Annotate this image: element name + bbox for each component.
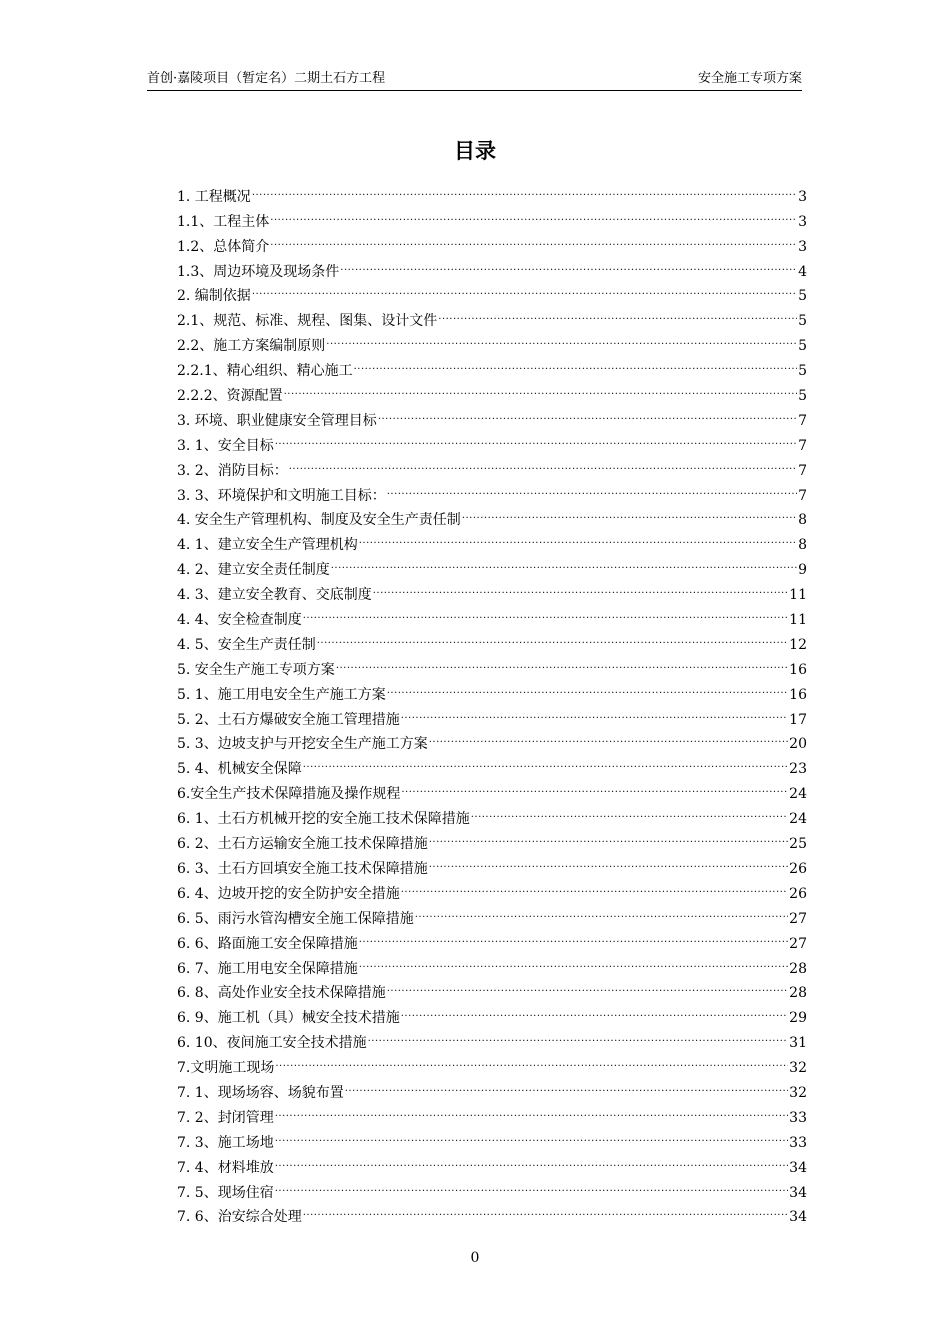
toc-entry-label: 4. 1、建立安全生产管理机构 <box>177 537 358 554</box>
toc-entry-page: 9 <box>798 562 807 579</box>
toc-entry-page: 4 <box>798 263 807 280</box>
toc-entry-label: 7.文明施工现场 <box>177 1060 275 1077</box>
header-project-name: 首创·嘉陵项目（暂定名）二期土石方工程 <box>147 71 386 86</box>
toc-leader-dots <box>340 251 797 276</box>
toc-entry-label: 7. 4、材料堆放 <box>177 1159 274 1176</box>
toc-entry-label: 4. 3、建立安全教育、交底制度 <box>177 587 372 604</box>
toc-entry-label: 1.3、周边环境及现场条件 <box>177 263 340 280</box>
toc-entry-label: 3. 2、消防目标： <box>177 462 288 479</box>
toc-entry-label: 3. 3、环境保护和文明施工目标： <box>177 487 386 504</box>
toc-leader-dots <box>275 1097 788 1122</box>
toc-leader-dots <box>401 873 788 898</box>
toc-entry[interactable] <box>177 276 807 305</box>
page-header <box>147 70 802 91</box>
toc-entry-label: 2.2.2、资源配置 <box>177 388 283 405</box>
toc-leader-dots <box>252 176 797 201</box>
toc-leader-dots <box>303 1197 788 1222</box>
toc-leader-dots <box>387 674 788 699</box>
toc-entry-label: 7. 3、施工场地 <box>177 1134 274 1151</box>
toc-entry-label: 1.2、总体简介 <box>177 238 270 255</box>
toc-leader-dots <box>462 500 797 525</box>
toc-leader-dots <box>336 649 788 674</box>
toc-entry-page: 34 <box>789 1184 807 1201</box>
toc-entry-page: 5 <box>798 363 807 380</box>
toc-entry-label: 5. 2、土石方爆破安全施工管理措施 <box>177 711 400 728</box>
toc-entry-label: 7. 5、现场住宿 <box>177 1184 274 1201</box>
toc-entry-page: 29 <box>789 1010 807 1027</box>
toc-leader-dots <box>303 748 788 773</box>
toc-entry-page: 3 <box>798 213 807 230</box>
toc-entry[interactable] <box>177 201 807 230</box>
toc-entry-label: 6. 3、土石方回填安全施工技术保障措施 <box>177 860 428 877</box>
toc-entry[interactable] <box>177 300 807 330</box>
toc-entry-page: 27 <box>789 935 807 952</box>
toc-entry[interactable] <box>177 176 807 205</box>
toc-leader-dots <box>387 475 797 500</box>
toc-leader-dots <box>284 375 797 400</box>
toc-entry-label: 4. 2、建立安全责任制度 <box>177 562 330 579</box>
toc-entry-page: 7 <box>798 462 807 479</box>
toc-entry-label: 7. 6、治安综合处理 <box>177 1209 302 1226</box>
toc-entry-label: 5. 1、施工用电安全生产施工方案 <box>177 686 386 703</box>
toc-entry-page: 28 <box>789 985 807 1002</box>
toc-entry-page: 3 <box>798 238 807 255</box>
toc-entry-label: 6. 2、土石方运输安全施工技术保障措施 <box>177 836 428 853</box>
toc-entry-page: 27 <box>789 910 807 927</box>
toc-entry-label: 5. 4、机械安全保障 <box>177 761 302 778</box>
toc-entry-page: 32 <box>789 1084 807 1101</box>
toc-entry-page: 32 <box>789 1060 807 1077</box>
toc-entry-page: 34 <box>789 1209 807 1226</box>
toc-entry-label: 5. 安全生产施工专项方案 <box>177 661 335 678</box>
toc-leader-dots <box>429 823 788 848</box>
toc-leader-dots <box>387 973 788 998</box>
toc-entry-label: 7. 2、封闭管理 <box>177 1109 274 1126</box>
toc-entry-label: 6. 4、边坡开挖的安全防护安全措施 <box>177 885 400 902</box>
toc-leader-dots <box>252 276 797 301</box>
toc-leader-dots <box>331 549 797 574</box>
toc-entry-label: 6. 6、路面施工安全保障措施 <box>177 935 358 952</box>
toc-leader-dots <box>270 201 797 226</box>
toc-entry-page: 3 <box>798 188 807 205</box>
toc-entry-label: 5. 3、边坡支护与开挖安全生产施工方案 <box>177 736 428 753</box>
toc-entry-page: 26 <box>789 885 807 902</box>
toc-entry-label: 2.1、规范、标准、规程、图集、设计文件 <box>177 313 438 330</box>
toc-leader-dots <box>289 450 797 475</box>
toc-leader-dots <box>275 1122 788 1147</box>
toc-entry-page: 25 <box>789 836 807 853</box>
toc-entry-label: 7. 1、现场场容、场貌布置 <box>177 1084 344 1101</box>
toc-leader-dots <box>438 300 797 325</box>
toc-leader-dots <box>429 848 788 873</box>
toc-entry-page: 33 <box>789 1109 807 1126</box>
toc-leader-dots <box>401 997 788 1022</box>
toc-entry-page: 5 <box>798 313 807 330</box>
toc-leader-dots <box>354 350 797 375</box>
toc-entry-page: 7 <box>798 437 807 454</box>
toc-title: 目录 <box>454 139 496 163</box>
toc-entry-page: 26 <box>789 860 807 877</box>
toc-entry-page: 5 <box>798 338 807 355</box>
table-of-contents <box>177 176 807 1226</box>
toc-entry-label: 6. 8、高处作业安全技术保障措施 <box>177 985 386 1002</box>
toc-leader-dots <box>317 624 788 649</box>
toc-leader-dots <box>373 574 788 599</box>
toc-entry-label: 2.2.1、精心组织、精心施工 <box>177 363 353 380</box>
toc-entry-label: 1.1、工程主体 <box>177 213 270 230</box>
toc-entry-page: 34 <box>789 1159 807 1176</box>
toc-leader-dots <box>275 1047 788 1072</box>
toc-entry-page: 17 <box>789 711 807 728</box>
toc-entry-page: 12 <box>789 636 807 653</box>
toc-leader-dots <box>303 599 788 624</box>
toc-entry[interactable] <box>177 226 807 255</box>
toc-entry[interactable] <box>177 251 807 280</box>
toc-leader-dots <box>359 524 797 549</box>
toc-entry-page: 5 <box>798 388 807 405</box>
toc-entry-page: 7 <box>798 487 807 504</box>
toc-entry-label: 4. 安全生产管理机构、制度及安全生产责任制 <box>177 512 461 529</box>
toc-leader-dots <box>359 948 788 973</box>
toc-entry-label: 4. 4、安全检查制度 <box>177 612 302 629</box>
toc-entry-label: 6. 1、土石方机械开挖的安全施工技术保障措施 <box>177 811 470 828</box>
toc-leader-dots <box>345 1072 788 1097</box>
toc-entry-label: 2.2、施工方案编制原则 <box>177 338 326 355</box>
toc-entry-page: 11 <box>789 587 807 604</box>
header-document-name: 安全施工专项方案 <box>697 71 802 86</box>
toc-entry-page: 24 <box>789 786 807 803</box>
toc-entry-label: 1. 工程概况 <box>177 188 251 205</box>
toc-leader-dots <box>275 425 797 450</box>
toc-entry-page: 11 <box>789 612 807 629</box>
toc-entry-label: 6. 10、夜间施工安全技术措施 <box>177 1035 367 1052</box>
toc-entry-label: 4. 5、安全生产责任制 <box>177 636 316 653</box>
toc-entry-label: 6.安全生产技术保障措施及操作规程 <box>177 786 401 803</box>
toc-leader-dots <box>270 226 797 251</box>
toc-leader-dots <box>415 898 788 923</box>
toc-entry-page: 5 <box>798 288 807 305</box>
toc-entry-page: 28 <box>789 960 807 977</box>
toc-leader-dots <box>471 798 788 823</box>
toc-entry-page: 16 <box>789 686 807 703</box>
toc-entry-label: 6. 7、施工用电安全保障措施 <box>177 960 358 977</box>
toc-entry-page: 33 <box>789 1134 807 1151</box>
toc-entry-page: 7 <box>798 412 807 429</box>
toc-entry-page: 16 <box>789 661 807 678</box>
toc-leader-dots <box>401 699 788 724</box>
toc-entry-page: 24 <box>789 811 807 828</box>
toc-entry-page: 8 <box>798 512 807 529</box>
toc-entry-page: 23 <box>789 761 807 778</box>
toc-entry-label: 3. 环境、职业健康安全管理目标 <box>177 412 377 429</box>
toc-leader-dots <box>326 325 797 350</box>
toc-leader-dots <box>368 1022 789 1047</box>
toc-entry-page: 8 <box>798 537 807 554</box>
toc-leader-dots <box>359 923 788 948</box>
toc-leader-dots <box>275 1172 788 1197</box>
toc-leader-dots <box>378 400 797 425</box>
page-number: 0 <box>470 1250 480 1266</box>
toc-leader-dots <box>275 1147 788 1172</box>
toc-leader-dots <box>429 724 788 749</box>
toc-entry-page: 31 <box>789 1035 807 1052</box>
toc-entry-label: 6. 9、施工机（具）械安全技术措施 <box>177 1010 400 1027</box>
toc-leader-dots <box>401 773 788 798</box>
toc-entry-label: 6. 5、雨污水管沟槽安全施工保障措施 <box>177 910 414 927</box>
toc-entry-label: 3. 1、安全目标 <box>177 437 274 454</box>
toc-entry-label: 2. 编制依据 <box>177 288 251 305</box>
toc-entry-page: 20 <box>789 736 807 753</box>
